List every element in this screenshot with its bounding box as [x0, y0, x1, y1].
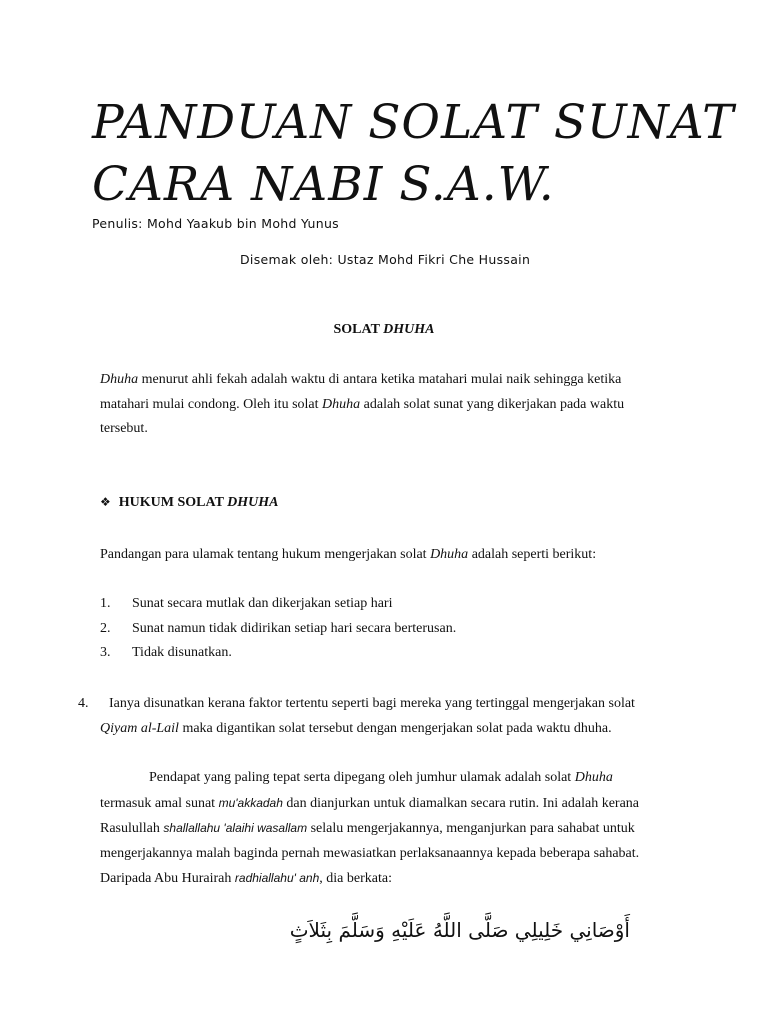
list-item-4: 4. Ianya disunatkan kerana faktor tertentu seperti bagi mereka yang tertinggal mengerjakan solat Qiyam al-Lail maka digantikan solat tersebut dengan mengerjakan solat pada waktu dhuha.: [78, 696, 635, 736]
hukum-list: [100, 592, 660, 666]
list-item: 2. Sunat namun tidak didirikan setiap hari secara berterusan.: [100, 620, 457, 636]
title-line-2: CARA NABI S.A.W.: [92, 157, 555, 212]
section-heading-hukum: ❖ HUKUM SOLAT DHUHA: [100, 495, 279, 510]
section-heading-solat-dhuha: SOLAT DHUHA: [333, 322, 435, 337]
dhuha-definition-paragraph: Dhuha menurut ahli fekah adalah waktu di antara ketika matahari mulai naik sehingga ketika matahari mulai condong. Oleh itu solat Dhuha adalah solat sunat yang dikerjakan pada waktu tersebut.: [100, 372, 625, 436]
jumhur-paragraph: Pendapat yang paling tepat serta dipegang oleh jumhur ulamak adalah solat Dhuha termasuk amal sunat mu'akkadah dan dianjurkan untuk diamalkan secara rutin. Ini adalah kerana Rasulullah shallallahu 'alaihi wasallam selalu mengerjakannya, menganjurkan para sahabat untuk mengerjakannya malah baginda pernah mewasiatkan perlaksanaannya kepada beberapa sahabat. Daripada Abu Hurairah radhiallahu' anh, dia berkata:: [100, 770, 640, 886]
diamond-bullet-icon: ❖: [100, 495, 111, 509]
document-title: [92, 92, 734, 216]
arabic-hadith-text: أَوْصَانِي خَلِيلِي صَلَّى اللَّهُ عَلَيْهِ وَسَلَّمَ بِثَلاَثٍ: [289, 918, 630, 942]
list-item: 3. Tidak disunatkan.: [100, 645, 232, 660]
author-line: Penulis: Mohd Yaakub bin Mohd Yunus: [92, 216, 339, 231]
hukum-intro-paragraph: Pandangan para ulamak tentang hukum mengerjakan solat Dhuha adalah seperti berikut:: [100, 547, 597, 562]
title-line-1: PANDUAN SOLAT SUNAT: [92, 95, 735, 150]
list-item: 1. Sunat secara mutlak dan dikerjakan setiap hari: [100, 596, 393, 611]
reviewer-line: Disemak oleh: Ustaz Mohd Fikri Che Hussain: [240, 252, 531, 267]
